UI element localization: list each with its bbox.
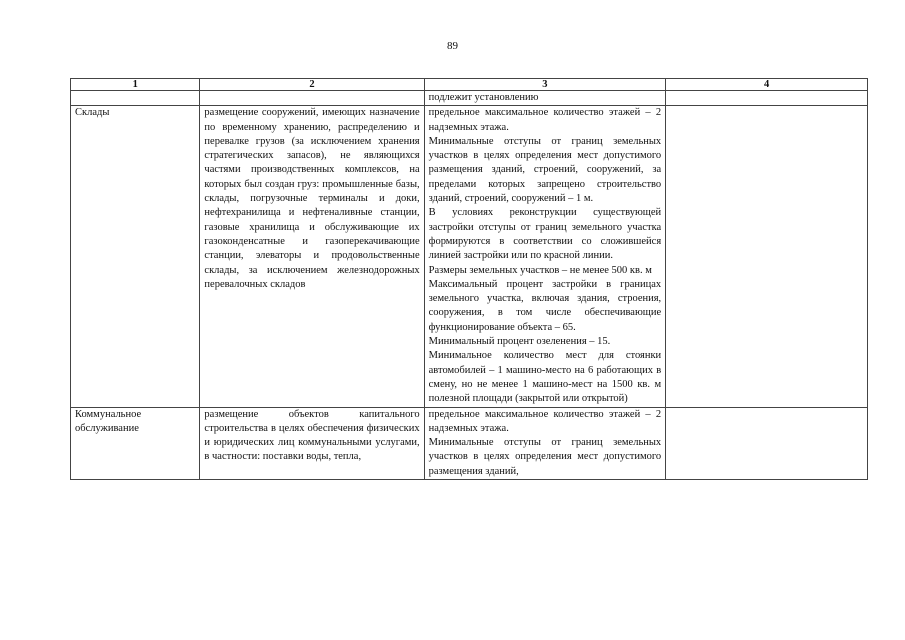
parameter-paragraph: Минимальное количество мест для стоянки автомобилей – 1 машино-место на 6 работающих в смену, но не менее 1 машино-мест на 1500 кв. м полезной площади (закрытой или открытой) [428, 350, 662, 405]
header-col-2: 2 [200, 79, 424, 91]
continuation-row [71, 91, 868, 106]
use-description [200, 407, 424, 479]
table-row-kommunalnoe [71, 407, 868, 479]
parameter-paragraph: Минимальный процент озеленения – 15. [428, 336, 611, 348]
parameter-paragraph: предельное максимальное количество этажей – 2 надземных этажа. [428, 408, 662, 434]
use-notes [666, 407, 868, 479]
use-parameters [424, 407, 666, 479]
header-col-1: 1 [71, 79, 200, 91]
use-parameters [424, 106, 666, 407]
use-type-name: Коммунальное обслуживание [71, 407, 200, 479]
use-type-name: Склады [71, 106, 200, 407]
table-header-row [71, 79, 868, 91]
header-col-3: 3 [424, 79, 666, 91]
continuation-col4 [666, 91, 868, 106]
page-number: 89 [447, 40, 458, 52]
use-notes [666, 106, 868, 407]
parameter-paragraph: Размеры земельных участков – не менее 500 кв. м [428, 264, 652, 276]
parameter-paragraph: Минимальные отступы от границ земельных участков в целях определения мест допустимого размещения зданий, [428, 437, 662, 477]
table-row-sklady [71, 106, 868, 407]
continuation-col1 [71, 91, 200, 106]
parameter-paragraph: В условиях реконструкции существующей застройки отступы от границ земельного участка формируются в соответствии со сложившейся линией застройки или по красной линии. [428, 207, 662, 262]
use-description [200, 106, 424, 407]
continuation-col3: подлежит установлению [424, 91, 666, 106]
parameter-paragraph: Минимальные отступы от границ земельных участков в целях определения мест допустимого размещения зданий, строений, сооружений, за пределами которых запрещено строительство зданий, строений, сооружений – 1 м. [428, 135, 662, 205]
land-use-table [70, 78, 868, 480]
header-col-4: 4 [666, 79, 868, 91]
parameter-paragraph: предельное максимальное количество этажей – 2 надземных этажа. [428, 107, 662, 133]
parameter-paragraph: Максимальный процент застройки в границах земельного участка, включая здания, строения, сооружения, в том числе обеспечивающие функционирование объекта – 65. [428, 278, 662, 333]
continuation-col2 [200, 91, 424, 106]
description-paragraph: размещение объектов капитального строительства в целях обеспечения физических и юридических лиц коммунальными услугами, в частности: поставки воды, тепла, [204, 408, 420, 463]
description-paragraph: размещение сооружений, имеющих назначение по временному хранению, распределению и перевалке грузов (за исключением хранения стратегических запасов), не являющихся частями производственных комплексов, на которых был создан груз: промышленные базы, склады, погрузочные терминалы и доки, нефтехранилища и нефтеналивные станции, газовые хранилища и обслуживающие их газоконденсатные и газоперекачивающие станции, элеваторы и продовольственные склады, за исключением железнодорожных перевалочных складов [204, 107, 420, 290]
